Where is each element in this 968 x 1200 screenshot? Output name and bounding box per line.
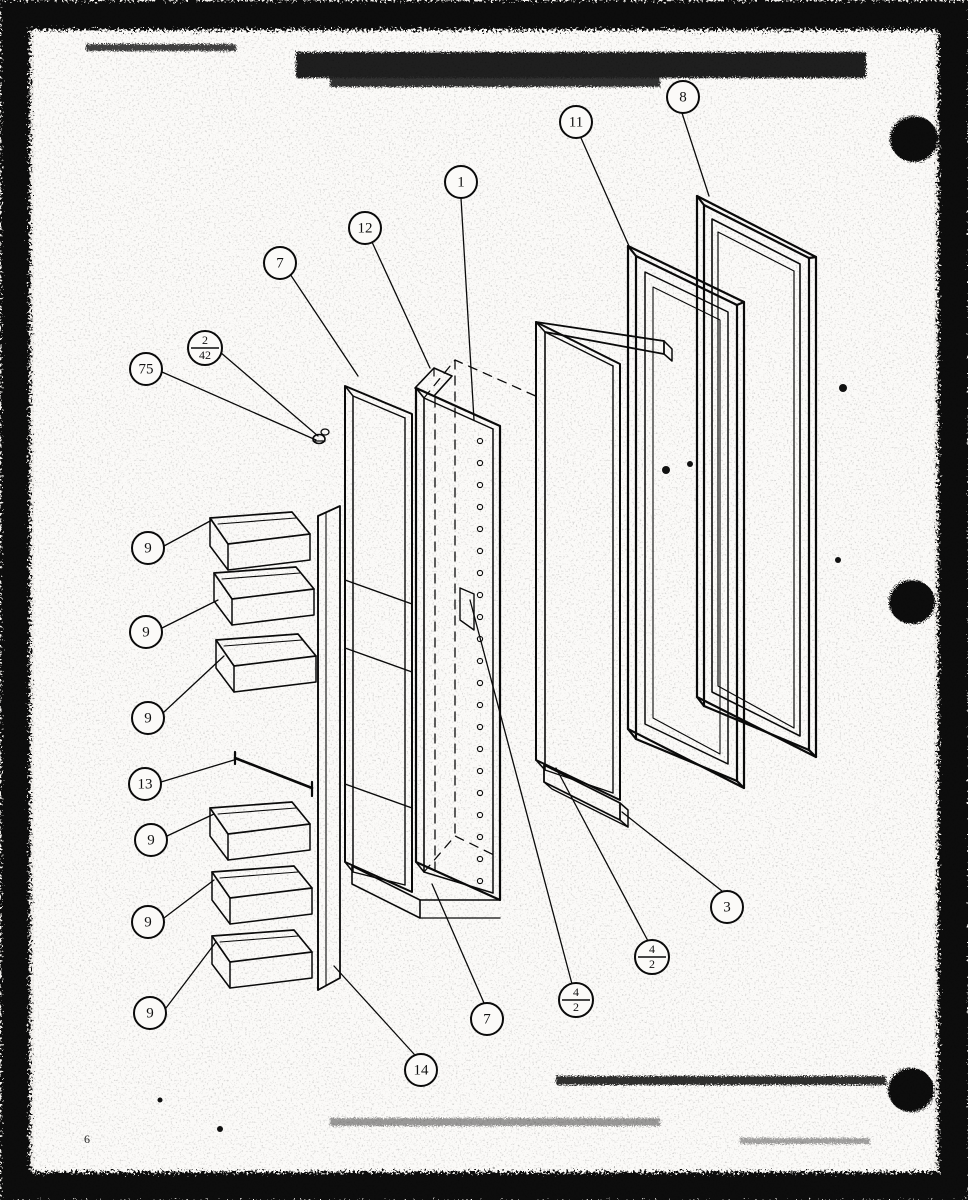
door-gasket — [628, 246, 744, 788]
callout-9[interactable] — [135, 824, 167, 856]
callout-13[interactable] — [129, 768, 161, 800]
freezer-door-outer-panel — [697, 196, 816, 757]
callout-label: 9 — [146, 1005, 154, 1022]
callout-label-bottom: 2 — [649, 956, 655, 971]
callout-12[interactable] — [349, 212, 381, 244]
callout-label: 12 — [357, 220, 373, 237]
door-shelf-bin — [216, 634, 316, 692]
callout-label: 14 — [413, 1062, 429, 1079]
trim-breaker — [415, 368, 452, 396]
callout-9[interactable] — [132, 532, 164, 564]
callout-label-top: 4 — [649, 941, 655, 956]
door-shelf-bin — [212, 930, 312, 988]
callout-label: 1 — [457, 174, 465, 191]
callout-label: 7 — [276, 255, 284, 272]
callout-label: 9 — [144, 540, 152, 557]
callout-8[interactable] — [667, 81, 699, 113]
door-shelf-bin — [214, 567, 314, 625]
door-shelf-bin-group — [210, 512, 316, 988]
callout-label-top: 2 — [202, 332, 208, 347]
callout-label: 9 — [144, 710, 152, 727]
fastener-group — [313, 429, 329, 444]
callout-label: 11 — [568, 114, 584, 131]
bottom-trim — [318, 506, 340, 990]
callout-4-2[interactable] — [635, 940, 669, 974]
callout-7[interactable] — [471, 1003, 503, 1035]
shelf-retainer-bar — [235, 752, 312, 796]
callout-label: 9 — [144, 914, 152, 931]
callout-3[interactable] — [711, 891, 743, 923]
callout-label: 8 — [679, 89, 687, 106]
main-door-panel — [345, 386, 412, 892]
door-shelf-bin — [210, 802, 310, 860]
door-liner-panel — [416, 388, 500, 900]
callout-label: 3 — [723, 899, 731, 916]
callout-1[interactable] — [445, 166, 477, 198]
callout-9[interactable] — [132, 702, 164, 734]
door-shelf-bin — [212, 866, 312, 924]
callout-75[interactable] — [130, 353, 162, 385]
callout-9[interactable] — [134, 997, 166, 1029]
callout-label-bottom: 2 — [573, 999, 579, 1014]
callout-label: 13 — [137, 776, 153, 793]
callout-label: 75 — [138, 361, 154, 378]
callout-14[interactable] — [405, 1054, 437, 1086]
inner-door-panel — [536, 322, 672, 827]
callout-7[interactable] — [264, 247, 296, 279]
door-shelf-bin — [210, 512, 310, 570]
callout-label: 9 — [147, 832, 155, 849]
callout-9[interactable] — [130, 616, 162, 648]
callout-label: 9 — [142, 624, 150, 641]
callout-label-bottom: 42 — [199, 347, 211, 362]
door-base-pan — [352, 866, 500, 918]
callout-9[interactable] — [132, 906, 164, 938]
callout-label-top: 4 — [573, 984, 579, 999]
leader-lines — [161, 113, 722, 1054]
page-number: 6 — [84, 1132, 90, 1146]
callout-label: 7 — [483, 1011, 491, 1028]
callout-11[interactable] — [560, 106, 592, 138]
callout-2-42[interactable] — [188, 331, 222, 365]
callout-4-2[interactable] — [559, 983, 593, 1017]
